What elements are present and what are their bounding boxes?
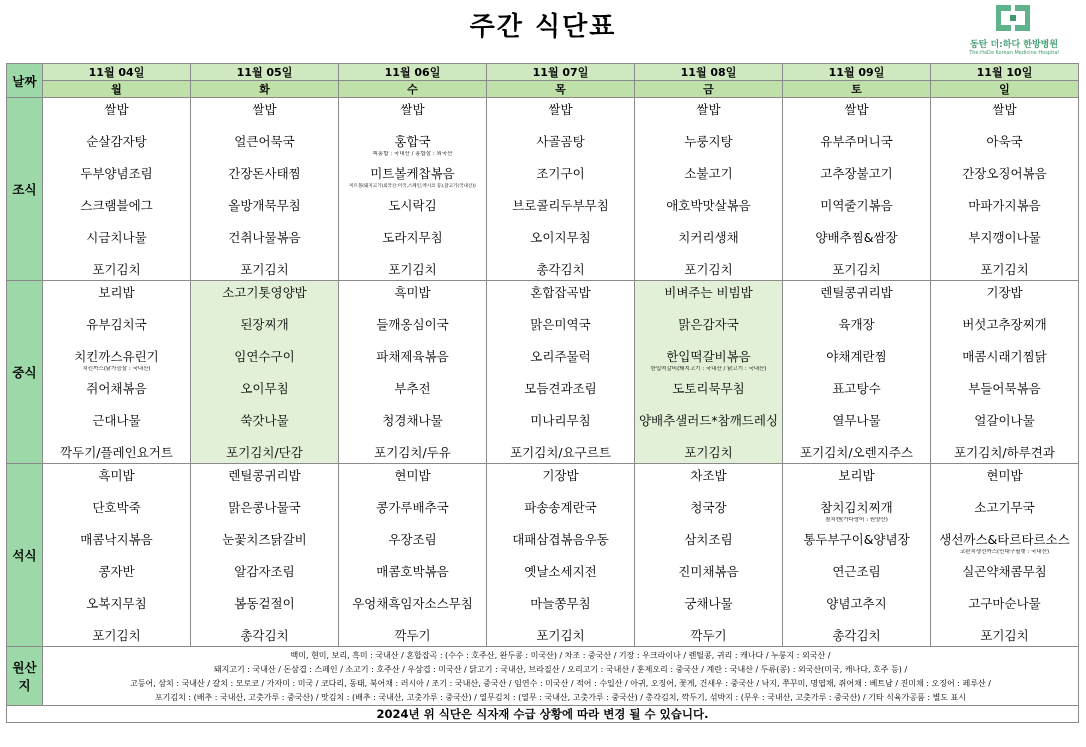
menu-item: 오이무침 [240,381,289,396]
dinner-cell [339,464,487,647]
weekday-cell: 월 [43,81,191,98]
lunch-cell [783,281,931,464]
menu-item: 시금치나물 [86,230,147,245]
weekday-cell: 수 [339,81,487,98]
lunch-cell [635,281,783,464]
menu-item: 포기김치 [832,262,881,277]
lunch-label: 중식 [7,281,43,464]
menu-item: 기장밥 [986,285,1023,300]
menu-item: 파채제육볶음 [376,349,449,364]
weekday-cell: 화 [191,81,339,98]
lunch-cell [931,281,1079,464]
menu-item: 우엉채흑임자소스무침 [352,596,473,611]
menu-item: 소불고기 [684,166,733,181]
menu-item: 흑미밥 [98,468,135,483]
menu-item: 근대나물 [92,413,141,428]
menu-item: 콩자반 [98,564,135,579]
menu-item: 브로콜리두부무침 [512,198,609,213]
date-row [7,64,1079,81]
weekday-cell: 목 [487,81,635,98]
dinner-cell [191,464,339,647]
menu-item: 흑미밥 [394,285,431,300]
menu-item: 깍두기 [394,628,431,643]
menu-item: 스크램블에그 [80,198,153,213]
breakfast-cell [487,98,635,281]
menu-item: 쌀밥 [844,102,869,117]
menu-item: 양배추찜&쌈장 [815,230,898,245]
menu-item: 파송송계란국 [524,500,597,515]
menu-item: 총각김치 [240,628,289,643]
origin-line: 돼지고기 : 국내산 / 돈삼겹 : 스페인 / 소고기 : 호주산 / 우삼겹 : 미국산 / 닭고기 : 국내산, 브라질산 / 오리고기 : 국내산 / 훈제오리 : 중국산 / 계란 : 국내산 / 두류(콩) : 외국산(미국, 캐나다, 호주 등) / [213,665,908,674]
dinner-cell [783,464,931,647]
menu-item: 표고탕수 [832,381,881,396]
dinner-label: 석식 [7,464,43,647]
logo-name: 동탄 더:하다 한방병원 [969,40,1059,50]
menu-item: 얼큰어묵국 [234,134,295,149]
menu-item: 올방개묵무침 [228,198,301,213]
breakfast-row [7,98,1079,281]
menu-item: 야채계란찜 [826,349,887,364]
menu-item: 맑은콩나물국 [228,500,301,515]
menu-item: 된장찌개 [240,317,289,332]
breakfast-label: 조식 [7,98,43,281]
menu-item: 쌀밥 [400,102,425,117]
date-cell: 11월 05일 [191,64,339,81]
menu-item: 유부김치국 [86,317,147,332]
menu-item: 보리밥 [98,285,135,300]
breakfast-cell [931,98,1079,281]
menu-item: 건취나물볶음 [228,230,301,245]
menu-item: 현미밥 [394,468,431,483]
hospital-logo [948,5,1080,61]
menu-item: 얼갈이나물 [974,413,1035,428]
logo-subtitle: The:HaDa Korean Medicine Hospital [969,50,1059,56]
menu-item: 한입떡갈비볶음 [666,349,751,364]
menu-item: 청경채나물 [382,413,443,428]
menu-item: 부들어묵볶음 [968,381,1041,396]
menu-item: 포기김치/두유 [374,445,451,460]
origin-note: 피홍합 : 국내산 / 홍합살 : 외국산 [372,151,453,157]
menu-item: 오리주물럭 [530,349,591,364]
menu-item: 옛날소세지전 [524,564,597,579]
menu-item: 미트볼케찹볶음 [370,166,455,181]
menu-item: 렌틸콩귀리밥 [228,468,301,483]
menu-item: 누룽지탕 [684,134,733,149]
origin-line: 고등어, 삼치 : 국내산 / 갈치 : 모로코 / 가자미 : 미국 / 코다리, 동태, 북어채 : 러시아 / 조기 : 국내산, 중국산 / 임연수 : 미국산 / 적어 : 수입산 / 아귀, 오징어, 꽃게, 건새우 : 중국산 / 낙지, 쭈꾸미, 명엽채, 쥐어채 : 베트남 / 진미채 : 오징어 : 페루산 / [130,679,991,688]
page-title: 주간 식단표 [469,12,617,42]
menu-item: 애호박맛살볶음 [666,198,751,213]
menu-item: 포기김치 [240,262,289,277]
menu-item: 청국장 [690,500,727,515]
menu-item: 우장조림 [388,532,437,547]
menu-item: 맑은감자국 [678,317,739,332]
menu-item: 간장돈사태찜 [228,166,301,181]
dinner-cell [931,464,1079,647]
weekday-cell: 금 [635,81,783,98]
menu-item: 총각김치 [832,628,881,643]
menu-item: 보리밥 [838,468,875,483]
date-cell: 11월 09일 [783,64,931,81]
menu-item: 미역줄기볶음 [820,198,893,213]
weekly-menu-table [6,63,1079,723]
date-label: 날짜 [7,64,43,98]
menu-item: 맑은미역국 [530,317,591,332]
breakfast-cell [339,98,487,281]
origin-note: 코판치생선까스(민대구필렛 : 국내산) [959,549,1050,555]
menu-item: 치커리생채 [678,230,739,245]
menu-item: 궁채나물 [684,596,733,611]
menu-item: 매콤낙지볶음 [80,532,153,547]
menu-item: 기장밥 [542,468,579,483]
menu-item: 양념고추지 [826,596,887,611]
menu-item: 포기김치/단감 [226,445,303,460]
breakfast-cell [783,98,931,281]
menu-item: 육개장 [838,317,875,332]
menu-item: 진미채볶음 [678,564,739,579]
menu-item: 임연수구이 [234,349,295,364]
menu-item: 두부양념조림 [80,166,153,181]
menu-item: 포기김치 [92,262,141,277]
menu-item: 양배추샐러드*참깨드레싱 [638,413,779,428]
menu-item: 포기김치/하루견과 [954,445,1055,460]
weekday-cell: 일 [931,81,1079,98]
menu-item: 쌀밥 [696,102,721,117]
menu-item: 생선까스&타르타르소스 [939,532,1070,547]
menu-item: 현미밥 [986,468,1023,483]
menu-item: 쌀밥 [992,102,1017,117]
menu-item: 대패삼겹볶음우동 [512,532,609,547]
date-cell: 11월 04일 [43,64,191,81]
menu-item: 오복지무침 [86,596,147,611]
menu-item: 부추전 [394,381,431,396]
menu-item: 조기구이 [536,166,585,181]
menu-item: 쥐어채볶음 [86,381,147,396]
breakfast-cell [191,98,339,281]
weekday-cell: 토 [783,81,931,98]
day-row [7,81,1079,98]
menu-item: 봄동겉절이 [234,596,295,611]
menu-item: 고구마순나물 [968,596,1041,611]
menu-item: 쌀밥 [548,102,573,117]
date-cell: 11월 07일 [487,64,635,81]
menu-item: 포기김치 [388,262,437,277]
menu-item: 부지깽이나물 [968,230,1041,245]
lunch-row [7,281,1079,464]
menu-item: 포기김치 [684,445,733,460]
menu-item: 포기김치/오렌지주스 [800,445,913,460]
menu-item: 연근조림 [832,564,881,579]
menu-item: 렌틸콩귀리밥 [820,285,893,300]
menu-item: 혼합잡곡밥 [530,285,591,300]
menu-item: 도시락김 [388,198,437,213]
menu-item: 포기김치/요구르트 [510,445,611,460]
dinner-cell [635,464,783,647]
footer-notice: 2024년 위 식단은 식자재 수급 상황에 따라 변경 될 수 있습니다. [7,706,1079,723]
origin-line: 포기김치 : (배추 : 국내산, 고춧가루 : 중국산) / 맛김치 : (배추 : 국내산, 고춧가루 : 중국산) / 열무김치 : (열무 : 국내산, 고춧가루 : 중국산) / 총각김치, 깍두기, 섞박지 : (무우 : 국내산, 고춧가루 : 중국산) / 기타 식육가공품 : 별도 표시 [154,693,967,702]
menu-item: 간장오징어볶음 [962,166,1047,181]
lunch-cell [191,281,339,464]
origin-label: 원산지 [7,647,43,706]
menu-item: 쌀밥 [104,102,129,117]
menu-item: 단호박죽 [92,500,141,515]
menu-item: 총각김치 [536,262,585,277]
menu-item: 삼치조림 [684,532,733,547]
menu-item: 소고기톳영양밥 [222,285,307,300]
dinner-row [7,464,1079,647]
menu-item: 도라지무침 [382,230,443,245]
menu-item: 콩가루배추국 [376,500,449,515]
menu-item: 고추장불고기 [820,166,893,181]
menu-item: 통두부구이&양념장 [803,532,910,547]
origin-note: 한입떡갈비(돼지고기 : 국내산 / 닭고기 : 국내산) [650,366,767,372]
menu-item: 포기김치 [684,262,733,277]
lunch-cell [339,281,487,464]
menu-item: 눈꽃치즈닭갈비 [222,532,307,547]
lunch-cell [43,281,191,464]
menu-item: 사골곰탕 [536,134,585,149]
origin-note: 참치캔(가다랑어 : 원양산) [825,517,888,523]
date-cell: 11월 08일 [635,64,783,81]
menu-item: 쑥갓나물 [240,413,289,428]
footer-row [7,706,1079,723]
menu-item: 들깨옹심이국 [376,317,449,332]
menu-item: 소고기무국 [974,500,1035,515]
menu-item: 마늘쫑무침 [530,596,591,611]
menu-item: 깍두기 [690,628,727,643]
menu-item: 실곤약채콤무침 [962,564,1047,579]
origin-note: 치킨까스(닭가슴살 : 국내산) [82,366,151,372]
menu-item: 매콤시래기찜닭 [962,349,1047,364]
breakfast-cell [43,98,191,281]
menu-item: 버섯고추장찌개 [962,317,1047,332]
menu-item: 유부주머니국 [820,134,893,149]
origin-note: 미트볼(돼지고기(외국산:미국,스페인,멕시코 등),닭고기(국내산)) [349,184,476,189]
logo-mark-icon [996,5,1030,31]
menu-item: 깍두기/플레인요거트 [60,445,173,460]
menu-item: 순살감자탕 [86,134,147,149]
menu-item: 아욱국 [986,134,1023,149]
breakfast-cell [635,98,783,281]
menu-item: 차조밥 [690,468,727,483]
menu-item: 포기김치 [536,628,585,643]
menu-item: 비벼주는 비빔밥 [664,285,753,300]
date-cell: 11월 06일 [339,64,487,81]
menu-item: 열무나물 [832,413,881,428]
menu-item: 마파가지볶음 [968,198,1041,213]
menu-item: 홍합국 [394,134,431,149]
dinner-cell [487,464,635,647]
origin-row [7,647,1079,706]
menu-item: 포기김치 [92,628,141,643]
origin-info [43,647,1079,706]
menu-item: 알감자조림 [234,564,295,579]
menu-item: 도토리묵무침 [672,381,745,396]
origin-line: 백미, 현미, 보리, 흑미 : 국내산 / 혼합잡곡 : (수수 : 호주산, 완두콩 : 미국산) / 차조 : 중국산 / 기장 : 우크라이나 / 렌틸콩, 귀리 : 캐나다 / 누룽지 : 외국산 / [290,651,831,660]
menu-item: 매콤호박볶음 [376,564,449,579]
menu-item: 포기김치 [980,262,1029,277]
lunch-cell [487,281,635,464]
menu-item: 치킨까스유린기 [74,349,159,364]
date-cell: 11월 10일 [931,64,1079,81]
menu-item: 참치김치찌개 [820,500,893,515]
menu-item: 쌀밥 [252,102,277,117]
menu-item: 모듬견과조림 [524,381,597,396]
dinner-cell [43,464,191,647]
menu-item: 오이지무침 [530,230,591,245]
menu-item: 포기김치 [980,628,1029,643]
menu-item: 미나리무침 [530,413,591,428]
